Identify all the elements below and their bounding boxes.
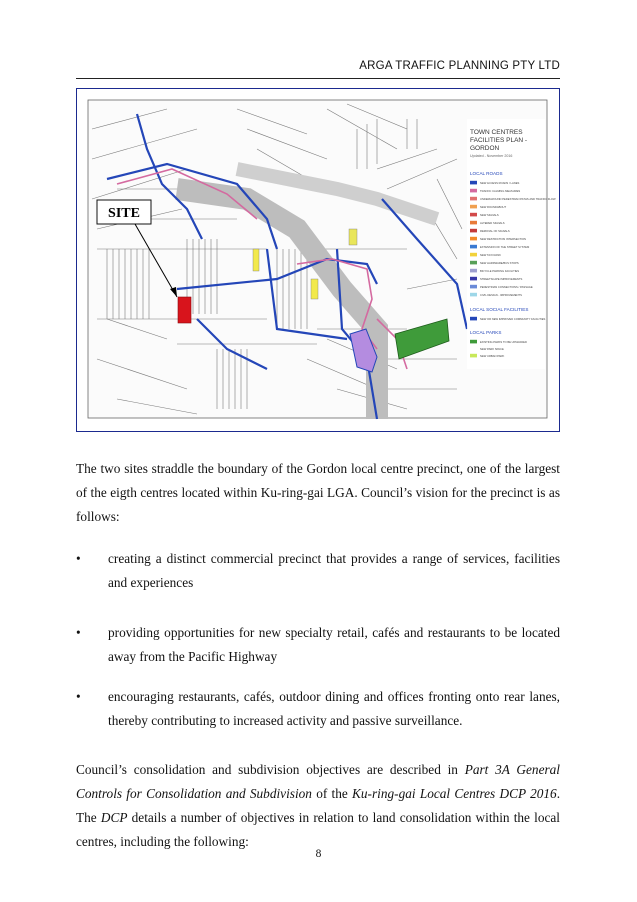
bullet-1-text: creating a distinct commercial precinct that provides a range of services, facilities and experiences — [108, 551, 560, 590]
road-legend-item-swatch — [470, 213, 477, 217]
social-legend-item-swatch — [470, 317, 477, 321]
park-legend-item-swatch — [470, 347, 477, 351]
road-legend-item-label: UNDERGROUND PEDESTRIAN PATHS AND TRAFFIC FLOW — [480, 198, 556, 201]
road-legend-item-label: STREETSCAPE IMPROVEMENTS — [480, 278, 523, 281]
road-legend-item-swatch — [470, 269, 477, 273]
road-legend-item-label: NEW TAXI RANK — [480, 254, 501, 257]
streetscape-strip-3 — [349, 229, 357, 245]
social-legend-items — [470, 317, 546, 321]
legend-title-1: TOWN CENTRES — [470, 129, 523, 136]
road-legend-item-swatch — [470, 189, 477, 193]
road-legend-item-swatch — [470, 261, 477, 265]
paragraph-intro: The two sites straddle the boundary of the Gordon local centre precinct, one of the largest of the eigth centres located within Ku-ring-gai LGA. Council’s vision for the precinct is as follows: — [76, 461, 560, 524]
page-number: 8 — [315, 848, 322, 860]
legend-title-3: GORDON — [470, 145, 500, 152]
park-legend-item-swatch — [470, 340, 477, 344]
para2-ref-dcp-title: Ku-ring-gai Local Centres DCP 2016 — [352, 786, 557, 801]
para2-ref-dcp: DCP — [100, 810, 128, 825]
road-legend-item-swatch — [470, 237, 477, 241]
para2-text-4: details a number of objectives in relation to land consolidation within the local centres, including the following: — [76, 810, 560, 849]
streetscape-strip-2 — [311, 279, 318, 299]
paragraph-consolidation — [76, 758, 560, 854]
road-legend-item-label: EXTENSION OF THE STREET SYSTEM — [480, 246, 530, 249]
road-legend-item-label: CIVIL DESIGN - IMPROVEMENTS — [480, 294, 522, 297]
bullet-3-text: encouraging restaurants, cafés, outdoor dining and offices fronting onto rear lanes, thereby contributing to increased activity and passive surveillance. — [108, 689, 560, 728]
legend-subtitle: Updated - November 2016 — [470, 154, 513, 158]
road-legend-item-swatch — [470, 197, 477, 201]
road-legend-item-swatch — [470, 277, 477, 281]
para2-ref-part3a: Part 3A General Controls for Consolidation and Subdivision — [76, 762, 560, 801]
legend-section-social: LOCAL SOCIAL FACILITIES — [470, 307, 529, 312]
road-legend-item-label: NEW SIGNALS — [480, 214, 499, 217]
road-legend-item-label: NEW ROUNDABOUT — [480, 206, 507, 209]
para2-text-2: of the — [311, 786, 353, 801]
road-legend-item-swatch — [470, 205, 477, 209]
page-header: ARGA TRAFFIC PLANNING PTY LTD — [76, 60, 560, 79]
road-legend-item-label: NEW ACCESS ROADS / LANES — [480, 182, 520, 185]
road-legend-item-label: NEW RESTRICTION INTERSECTION — [480, 238, 526, 241]
road-legend-item-swatch — [470, 253, 477, 257]
bullet-3-symbol: • — [76, 689, 81, 704]
road-legend-item-label: TRAFFIC CALMING MEASURES — [480, 190, 521, 193]
site-marker — [178, 297, 191, 323]
road-legend-item-label: PEDESTRIAN CONNECTIONS / PASSAGE — [480, 286, 533, 289]
road-legend-item-swatch — [470, 245, 477, 249]
legend-panel — [467, 119, 556, 369]
bullet-2-symbol: • — [76, 625, 81, 640]
legend-title-2: FACILITIES PLAN - — [470, 137, 528, 144]
social-legend-item-label: NEW OR NEW IMPROVED COMMUNITY FACILITIES — [480, 318, 546, 321]
para2-text-1: Council’s consolidation and subdivision objectives are described in — [76, 762, 465, 777]
park-legend-item-label: NEW PARK SPACE — [480, 348, 504, 351]
road-legend-item-label: NEW HARDWARE/BUS STOPS — [480, 262, 519, 265]
road-legend-item-swatch — [470, 181, 477, 185]
facilities-plan-map — [76, 88, 560, 432]
para2-text-3: . The — [76, 786, 561, 825]
park-legend-item-label: EXISTING PARKS TO BE UPGRADED — [480, 341, 527, 344]
road-legend-item-label: REMOVAL OF SIGNALS — [480, 230, 510, 233]
road-legend-item-swatch — [470, 285, 477, 289]
legend-section-parks: LOCAL PARKS — [470, 330, 502, 335]
bullet-2-text: providing opportunities for new specialty retail, cafés and restaurants to be located away from the Pacific Highway — [108, 625, 560, 664]
road-legend-item-swatch — [470, 229, 477, 233]
bullet-1-symbol: • — [76, 551, 81, 566]
road-legend-item-label: BICYCLE PARKING FACILITIES — [480, 270, 520, 273]
park-legend-item-swatch — [470, 354, 477, 358]
legend-section-roads: LOCAL ROADS — [470, 171, 503, 176]
road-legend-item-swatch — [470, 293, 477, 297]
map-drawing — [77, 89, 558, 430]
road-legend-item-label: ALTERED SIGNALS — [480, 222, 505, 225]
streetscape-strip-1 — [253, 249, 259, 271]
road-legend-item-swatch — [470, 221, 477, 225]
park-legend-item-label: NEW URBAN PARK — [480, 355, 505, 358]
site-label: SITE — [108, 206, 140, 221]
